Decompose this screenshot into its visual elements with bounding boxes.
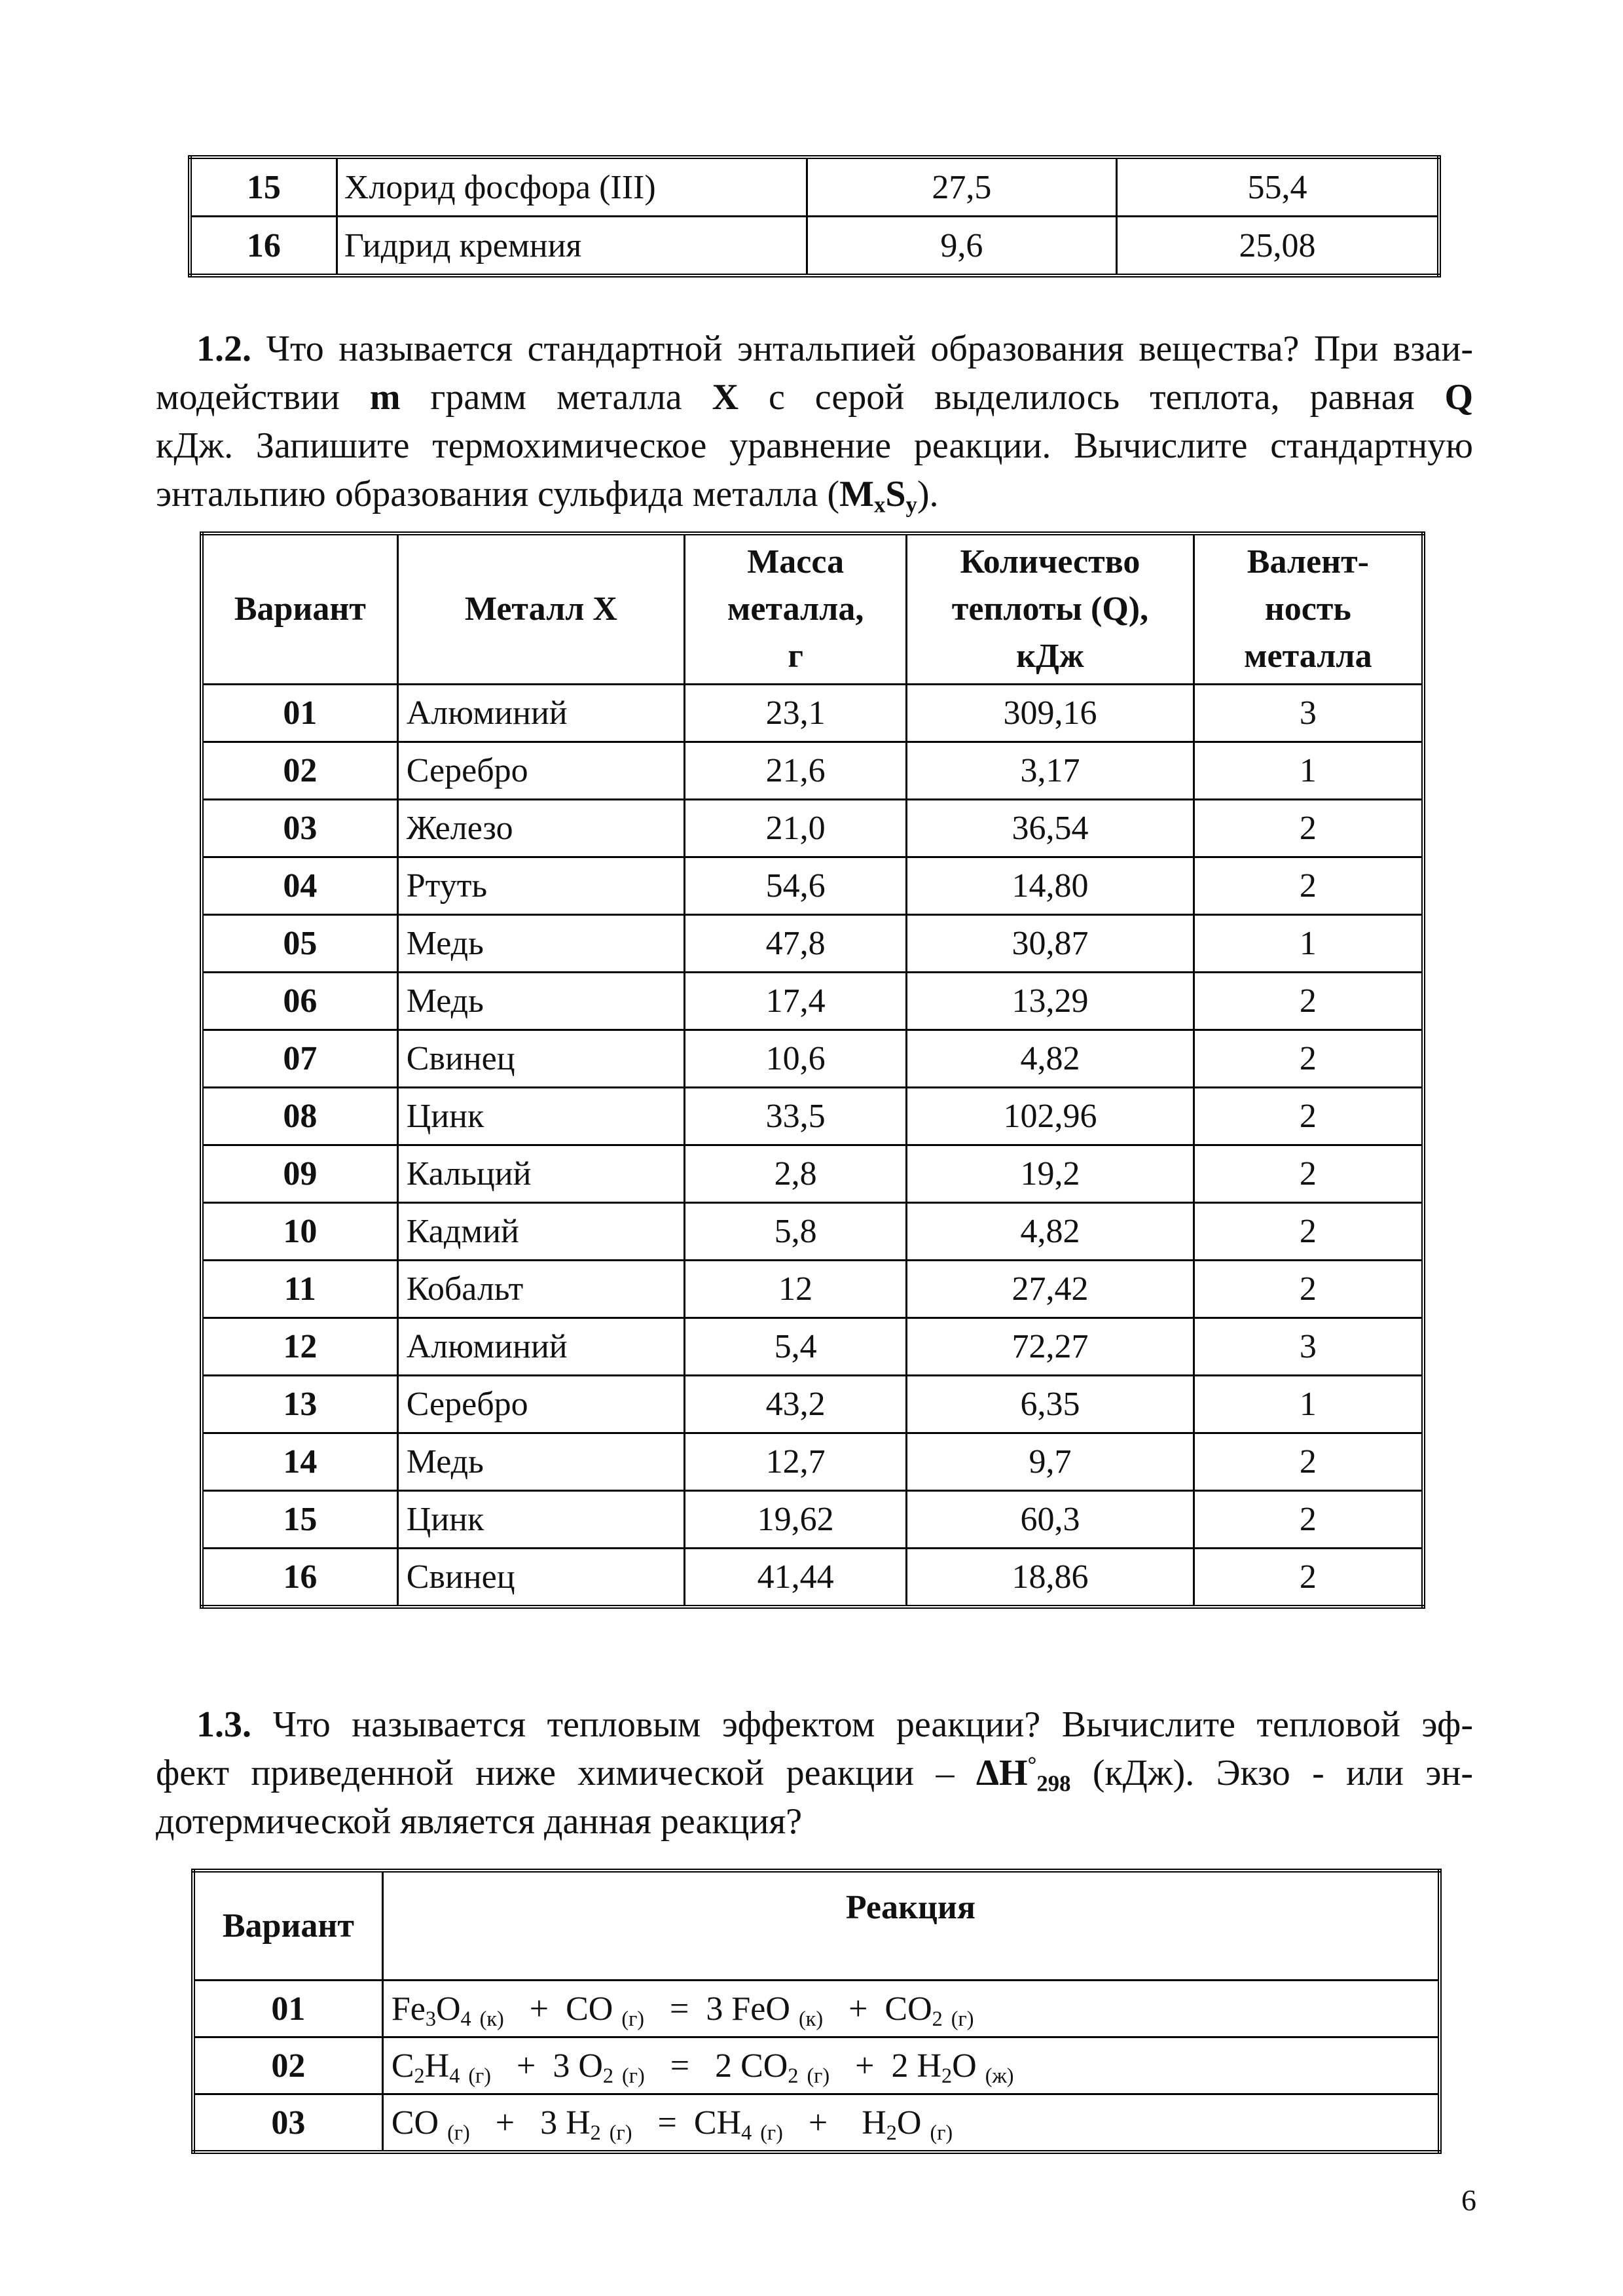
mass-cell: 12	[685, 1261, 907, 1318]
text-line	[156, 373, 1473, 422]
variant-cell: 12	[202, 1318, 397, 1376]
mass-cell: 43,2	[685, 1376, 907, 1433]
table-row	[202, 857, 1423, 915]
heat-cell: 3,17	[907, 742, 1194, 800]
substance-name: Гидрид кремния	[337, 217, 807, 276]
metal-cell: Кадмий	[397, 1203, 684, 1261]
header-mass: Масса металла, г	[685, 533, 907, 685]
variant-cell: 15	[202, 1491, 397, 1549]
metal-cell: Кальций	[397, 1145, 684, 1203]
task-1-3-text	[156, 1700, 1473, 1846]
variant-cell: 11	[202, 1261, 397, 1318]
text-line	[156, 1700, 1473, 1749]
text-line	[156, 325, 1473, 373]
delta-h: $\Delta H^\circ_{298}$	[976, 1751, 1071, 1797]
table-row	[202, 1318, 1423, 1376]
heat-cell: 102,96	[907, 1088, 1194, 1145]
metal-cell: Медь	[397, 973, 684, 1030]
heat-cell: 4,82	[907, 1030, 1194, 1088]
mass-cell: 21,6	[685, 742, 907, 800]
value-b: 25,08	[1117, 217, 1439, 276]
text-fragment: с серой выделилось теплота, равная	[768, 377, 1415, 418]
variant-cell: 14	[202, 1433, 397, 1491]
variant-cell: 04	[202, 857, 397, 915]
metal-cell: Алюминий	[397, 685, 684, 742]
reaction-cell: $C_2H_4$ $_{(г)}$ + 3 $O_2$ $_{(г)}$ = 2 $CO_2$ $_{(г)}$ + 2 $H_2O$ $_{(ж)}$	[382, 2037, 1440, 2094]
table-row	[202, 1261, 1423, 1318]
table-row	[193, 1981, 1440, 2037]
metal-cell: Свинец	[397, 1030, 684, 1088]
heat-cell: 18,86	[907, 1549, 1194, 1607]
metal-cell: Цинк	[397, 1088, 684, 1145]
heat-cell: 19,2	[907, 1145, 1194, 1203]
table-row	[193, 2094, 1440, 2153]
valence-cell: 2	[1194, 1030, 1423, 1088]
variant-cell: 06	[202, 973, 397, 1030]
text-fragment: Что называется стандартной энтальпией образования вещества? При взаи-	[266, 329, 1473, 369]
valence-cell: 2	[1194, 1088, 1423, 1145]
value-a: 27,5	[807, 157, 1116, 217]
variant-cell: 03	[202, 800, 397, 857]
table-row	[202, 915, 1423, 973]
valence-cell: 1	[1194, 915, 1423, 973]
mass-cell: 23,1	[685, 685, 907, 742]
text-fragment: ).	[917, 474, 939, 514]
text-fragment: грамм металла	[430, 377, 682, 418]
heat-cell: 6,35	[907, 1376, 1194, 1433]
sulfide-formula: $M_xS_y$	[839, 474, 917, 518]
substance-name: Хлорид фосфора (III)	[337, 157, 807, 217]
header-variant: Вариант	[202, 533, 397, 685]
mass-cell: 17,4	[685, 973, 907, 1030]
table-row	[202, 800, 1423, 857]
table-row	[202, 1203, 1423, 1261]
table-row	[202, 973, 1423, 1030]
metal-cell: Свинец	[397, 1549, 684, 1607]
valence-cell: 2	[1194, 1145, 1423, 1203]
task-label: 1.2.	[196, 329, 251, 369]
top-table	[188, 155, 1441, 278]
task-label: 1.3.	[196, 1704, 251, 1745]
header-row	[193, 1871, 1440, 1981]
mass-cell: 19,62	[685, 1491, 907, 1549]
mass-cell: 33,5	[685, 1088, 907, 1145]
variant-cell: 13	[202, 1376, 397, 1433]
mass-cell: 5,4	[685, 1318, 907, 1376]
metal-cell: Медь	[397, 915, 684, 973]
text-fragment: (кДж). Экзо - или эн-	[1092, 1753, 1474, 1793]
var-m: m	[369, 377, 401, 418]
text-line: кДж. Запишите термохимическое уравнение реакции. Вычислите стандартную	[156, 425, 1473, 466]
variant-cell: 01	[202, 685, 397, 742]
table-row	[190, 217, 1439, 276]
row-number: 16	[190, 217, 337, 276]
table-row	[202, 1433, 1423, 1491]
mass-cell: 54,6	[685, 857, 907, 915]
var-q: Q	[1444, 377, 1473, 418]
valence-cell: 3	[1194, 1318, 1423, 1376]
header-variant: Вариант	[193, 1871, 382, 1981]
table-row	[202, 1145, 1423, 1203]
table-row	[202, 1491, 1423, 1549]
page-number: 6	[1461, 2183, 1476, 2217]
table-row	[202, 1088, 1423, 1145]
variant-cell: 10	[202, 1203, 397, 1261]
metal-cell: Алюминий	[397, 1318, 684, 1376]
valence-cell: 2	[1194, 1261, 1423, 1318]
heat-cell: 309,16	[907, 685, 1194, 742]
text-fragment: фект приведенной ниже химической реакции –	[156, 1753, 955, 1793]
heat-cell: 9,7	[907, 1433, 1194, 1491]
header-row	[202, 533, 1423, 685]
text-fragment: Что называется тепловым эффектом реакции? Вычислите тепловой эф-	[272, 1704, 1473, 1745]
text-fragment: энтальпию образования сульфида металла (	[156, 474, 840, 514]
variant-cell: 03	[193, 2094, 382, 2153]
mass-cell: 10,6	[685, 1030, 907, 1088]
variant-cell: 07	[202, 1030, 397, 1088]
variant-cell: 05	[202, 915, 397, 973]
row-number: 15	[190, 157, 337, 217]
heat-cell: 13,29	[907, 973, 1194, 1030]
heat-cell: 30,87	[907, 915, 1194, 973]
var-x: X	[712, 377, 739, 418]
valence-cell: 2	[1194, 1491, 1423, 1549]
metal-cell: Ртуть	[397, 857, 684, 915]
reaction-table	[191, 1869, 1442, 2154]
mass-cell: 5,8	[685, 1203, 907, 1261]
text-line: дотермической является данная реакция?	[156, 1801, 803, 1842]
metal-cell: Цинк	[397, 1491, 684, 1549]
metal-cell: Медь	[397, 1433, 684, 1491]
header-valence: Валент- ность металла	[1194, 533, 1423, 685]
value-a: 9,6	[807, 217, 1116, 276]
heat-cell: 72,27	[907, 1318, 1194, 1376]
task-1-2-text	[156, 325, 1473, 518]
heat-cell: 4,82	[907, 1203, 1194, 1261]
mass-cell: 2,8	[685, 1145, 907, 1203]
table-row	[193, 2037, 1440, 2094]
metal-table	[200, 531, 1425, 1609]
metal-cell: Железо	[397, 800, 684, 857]
value-b: 55,4	[1117, 157, 1439, 217]
text-line	[156, 470, 1473, 518]
variant-cell: 02	[202, 742, 397, 800]
text-fragment: модействии	[156, 377, 340, 418]
heat-cell: 36,54	[907, 800, 1194, 857]
mass-cell: 21,0	[685, 800, 907, 857]
reaction-cell: CO $_{(г)}$ + 3 $H_2$ $_{(г)}$ = $CH_4$ $_{(г)}$ + $H_2O$ $_{(г)}$	[382, 2094, 1440, 2153]
valence-cell: 1	[1194, 1376, 1423, 1433]
valence-cell: 2	[1194, 973, 1423, 1030]
table-row	[202, 1030, 1423, 1088]
header-reaction: Реакция	[382, 1871, 1440, 1981]
mass-cell: 12,7	[685, 1433, 907, 1491]
reaction-cell: $Fe_3O_4$ $_{(к)}$ + CO $_{(г)}$ = 3 FeO $_{(к)}$ + $CO_2$ $_{(г)}$	[382, 1981, 1440, 2037]
heat-cell: 60,3	[907, 1491, 1194, 1549]
table-row	[202, 1549, 1423, 1607]
valence-cell: 1	[1194, 742, 1423, 800]
mass-cell: 47,8	[685, 915, 907, 973]
header-metal: Металл X	[397, 533, 684, 685]
heat-cell: 27,42	[907, 1261, 1194, 1318]
variant-cell: 09	[202, 1145, 397, 1203]
valence-cell: 2	[1194, 1203, 1423, 1261]
mass-cell: 41,44	[685, 1549, 907, 1607]
table-row	[202, 685, 1423, 742]
variant-cell: 01	[193, 1981, 382, 2037]
metal-cell: Серебро	[397, 1376, 684, 1433]
header-heat: Количество теплоты (Q), кДж	[907, 533, 1194, 685]
metal-cell: Серебро	[397, 742, 684, 800]
valence-cell: 2	[1194, 1433, 1423, 1491]
table-row	[190, 157, 1439, 217]
heat-cell: 14,80	[907, 857, 1194, 915]
metal-cell: Кобальт	[397, 1261, 684, 1318]
table-row	[202, 1376, 1423, 1433]
valence-cell: 3	[1194, 685, 1423, 742]
variant-cell: 08	[202, 1088, 397, 1145]
valence-cell: 2	[1194, 800, 1423, 857]
valence-cell: 2	[1194, 857, 1423, 915]
variant-cell: 16	[202, 1549, 397, 1607]
text-line	[156, 1749, 1473, 1797]
table-row	[202, 742, 1423, 800]
valence-cell: 2	[1194, 1549, 1423, 1607]
variant-cell: 02	[193, 2037, 382, 2094]
